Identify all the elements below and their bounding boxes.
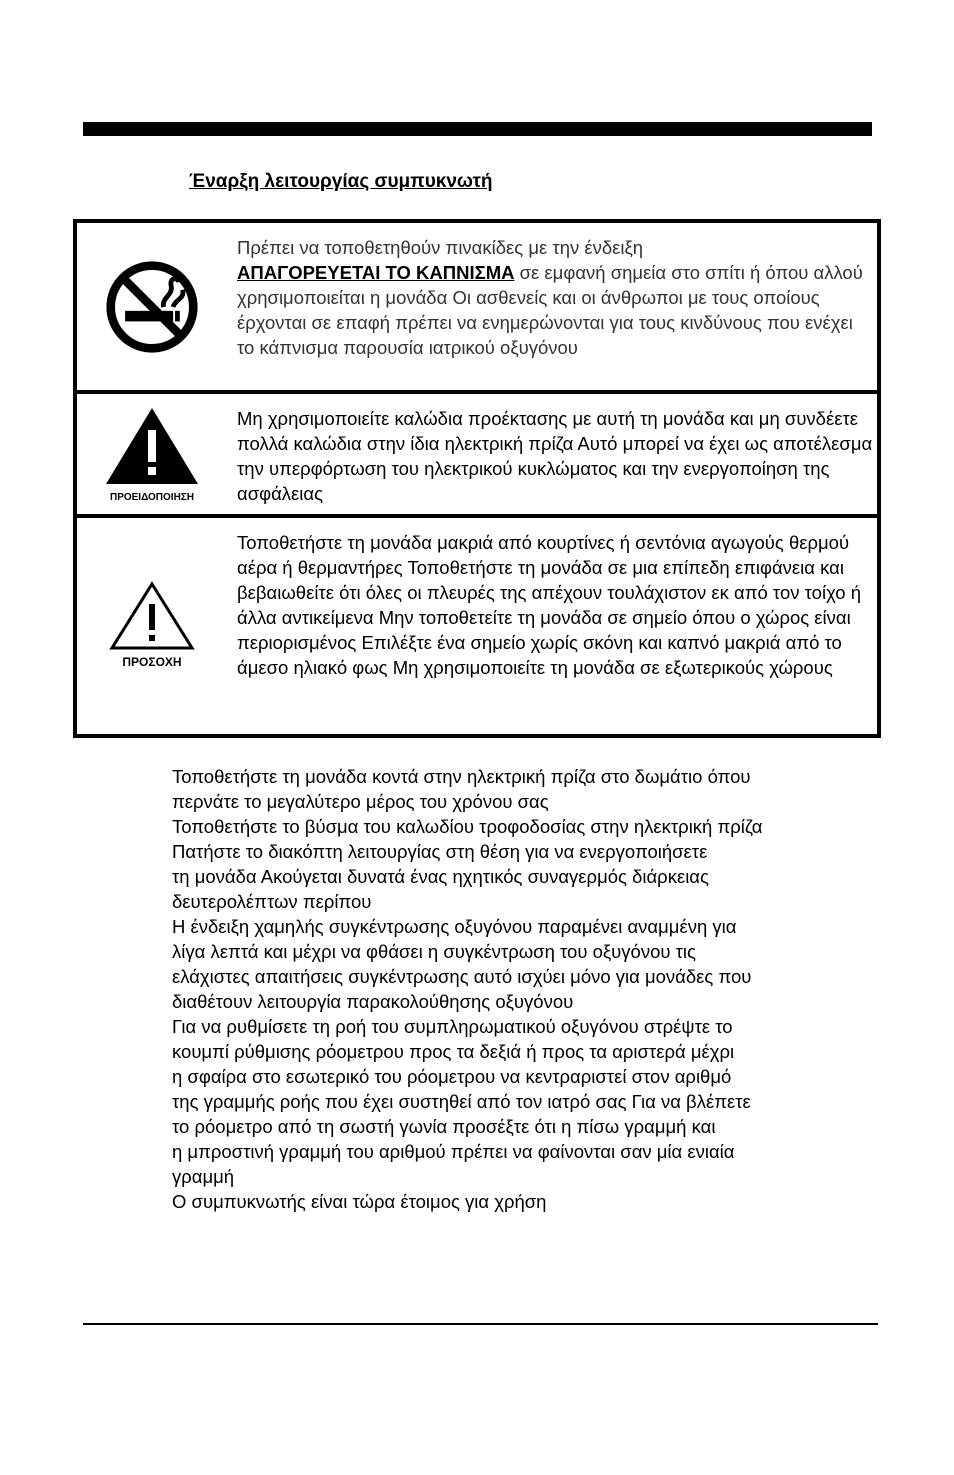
warning-text-extension-cords: Μη χρησιμοποιείτε καλώδια προέκτασης με αυτή τη μονάδα και μη συνδέετε πολλά καλώδια στην ίδια ηλεκτρική πρίζα Αυτό μπορεί να έχει ως αποτέλεσμα την υπερφόρτωση του ηλεκτρικού κυκλώματος και την ενεργοποίηση της ασφάλειας — [237, 408, 873, 504]
body-line: ελάχιστες απαιτήσεις συγκέντρωσης αυτό ισχύει μόνο για μονάδες που — [172, 966, 752, 987]
body-line: λίγα λεπτά και μέχρι να φθάσει η συγκέντρωση του οξυγόνου τις — [172, 941, 696, 962]
warning-caption: ΠΡΟΕΙΔΟΠΟΙΗΣΗ — [109, 492, 195, 503]
warning-post-text: σε εμφανή σημεία στο σπίτι ή όπου αλλού χρησιμοποιείται η μονάδα Οι ασθενείς και οι άνθρωποι με τους οποίους έρχονται σε επαφή πρέπει να ενημερώνονται για τους κινδύνους που ενέχει το κάπνισμα παρουσία ιατρικού οξυγόνου — [237, 262, 863, 358]
section-title: Έναρξη λειτουργίας συμπυκνωτή — [189, 171, 493, 192]
no-smoking-emphasis: ΑΠΑΓΟΡΕΥΕΤΑΙ ΤΟ ΚΑΠΝΙΣΜΑ — [237, 262, 515, 283]
body-line: η μπροστινή γραμμή του αριθμού πρέπει να φαίνονται σαν μία ενιαία — [172, 1141, 735, 1162]
body-line: κουμπί ρύθμισης ρόομετρου προς τα δεξιά ή προς τα αριστερά μέχρι — [172, 1041, 735, 1062]
body-line: Ο συμπυκνωτής είναι τώρα έτοιμος για χρήση — [172, 1191, 547, 1212]
warning-pre-text: Πρέπει να τοποθετηθούν πινακίδες με την ένδειξη — [237, 237, 644, 258]
body-line: τη μονάδα Ακούγεται δυνατά ένας ηχητικός συναγερμός διάρκειας — [172, 866, 709, 887]
bottom-rule — [83, 1323, 878, 1325]
body-line: Τοποθετήστε το βύσμα του καλωδίου τροφοδοσίας στην ηλεκτρική πρίζα — [172, 816, 763, 837]
body-line: δευτερολέπτων περίπου — [172, 891, 372, 912]
warning-row-extension-cords — [77, 394, 877, 518]
warnings-table — [73, 219, 881, 738]
warning-row-no-smoking — [77, 223, 877, 394]
body-line: το ρόομετρο από τη σωστή γωνία προσέξτε ότι η πίσω γραμμή και — [172, 1116, 716, 1137]
body-line: της γραμμής ροής που έχει συστηθεί από τον ιατρό σας Για να βλέπετε — [172, 1091, 751, 1112]
body-line: περνάτε το μεγαλύτερο μέρος του χρόνου σας — [172, 791, 549, 812]
caution-caption: ΠΡΟΣΟΧΗ — [122, 655, 182, 669]
instructions-body — [172, 764, 872, 1214]
no-smoking-icon — [77, 223, 227, 390]
body-line: Για να ρυθμίσετε τη ροή του συμπληρωματικού οξυγόνου στρέψτε το — [172, 1016, 733, 1037]
body-line: διαθέτουν λειτουργία παρακολούθησης οξυγόνου — [172, 991, 574, 1012]
caution-triangle-icon — [77, 518, 227, 734]
warning-text-placement: Τοποθετήστε τη μονάδα μακριά από κουρτίνες ή σεντόνια αγωγούς θερμού αέρα ή θερμαντήρες Τοποθετήστε τη μονάδα σε μια επίπεδη επιφάνεια και βεβαιωθείτε ότι όλες οι πλευρές της απέχουν τουλάχιστον εκ από τον τοίχο ή άλλα αντικείμενα Μην τοποθετείτε τη μονάδα σε σημείο όπου ο χώρος είναι περιορισμένος Επιλέξτε ένα σημείο χωρίς σκόνη και καπνό μακριά από το άμεσο ηλιακό φως Μη χρησιμοποιείτε τη μονάδα σε εξωτερικούς χώρους — [237, 532, 862, 678]
body-line: η σφαίρα στο εσωτερικό του ρόομετρου να κεντραριστεί στον αριθμό — [172, 1066, 732, 1087]
body-line: Η ένδειξη χαμηλής συγκέντρωσης οξυγόνου παραμένει αναμμένη για — [172, 916, 737, 937]
body-line: Τοποθετήστε τη μονάδα κοντά στην ηλεκτρική πρίζα στο δωμάτιο όπου — [172, 766, 751, 787]
top-rule — [83, 122, 872, 136]
warning-triangle-icon — [77, 394, 227, 514]
warning-row-placement — [77, 518, 877, 734]
warning-text-no-smoking — [237, 235, 873, 360]
body-line: Πατήστε το διακόπτη λειτουργίας στη θέση για να ενεργοποιήσετε — [172, 841, 708, 862]
body-line: γραμμή — [172, 1166, 235, 1187]
